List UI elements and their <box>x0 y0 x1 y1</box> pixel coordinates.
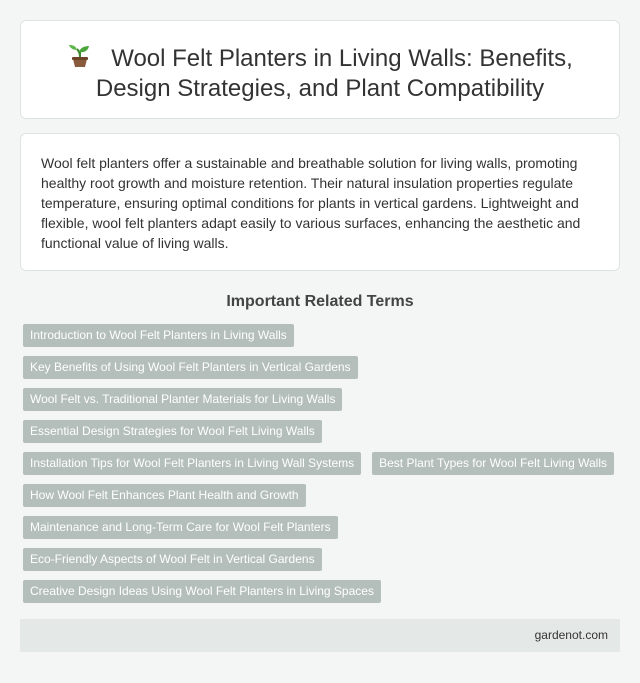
page-title-text: Wool Felt Planters in Living Walls: Benefits, Design Strategies, and Plant Compatibility <box>95 45 573 102</box>
footer-site-name: gardenot.com <box>534 628 608 642</box>
page-title <box>41 43 599 104</box>
related-terms-list <box>20 324 620 603</box>
term-tag[interactable]: Essential Design Strategies for Wool Felt Living Walls <box>23 420 322 443</box>
intro-card <box>20 133 620 271</box>
term-tag[interactable]: Maintenance and Long-Term Care for Wool Felt Planters <box>23 516 338 539</box>
related-terms-heading: Important Related Terms <box>226 293 414 310</box>
term-tag[interactable]: Best Plant Types for Wool Felt Living Walls <box>372 452 614 475</box>
term-tag[interactable]: Eco-Friendly Aspects of Wool Felt in Vertical Gardens <box>23 548 322 571</box>
term-tag[interactable]: Creative Design Ideas Using Wool Felt Planters in Living Spaces <box>23 580 381 603</box>
footer <box>20 619 620 652</box>
term-tag[interactable]: Wool Felt vs. Traditional Planter Materials for Living Walls <box>23 388 342 411</box>
term-tag[interactable]: Key Benefits of Using Wool Felt Planters in Vertical Gardens <box>23 356 358 379</box>
sprout-icon <box>67 43 93 69</box>
title-card <box>20 20 620 119</box>
term-tag[interactable]: Introduction to Wool Felt Planters in Living Walls <box>23 324 294 347</box>
term-tag[interactable]: Installation Tips for Wool Felt Planters in Living Wall Systems <box>23 452 361 475</box>
intro-paragraph: Wool felt planters offer a sustainable and breathable solution for living walls, promoting healthy root growth and moisture retention. Their natural insulation properties regulate temperature, ensuring optimal conditions for plants in vertical gardens. Lightweight and flexible, wool felt planters adapt easily to various surfaces, enhancing the aesthetic and functional value of living walls. <box>41 155 581 251</box>
term-tag[interactable]: How Wool Felt Enhances Plant Health and Growth <box>23 484 306 507</box>
